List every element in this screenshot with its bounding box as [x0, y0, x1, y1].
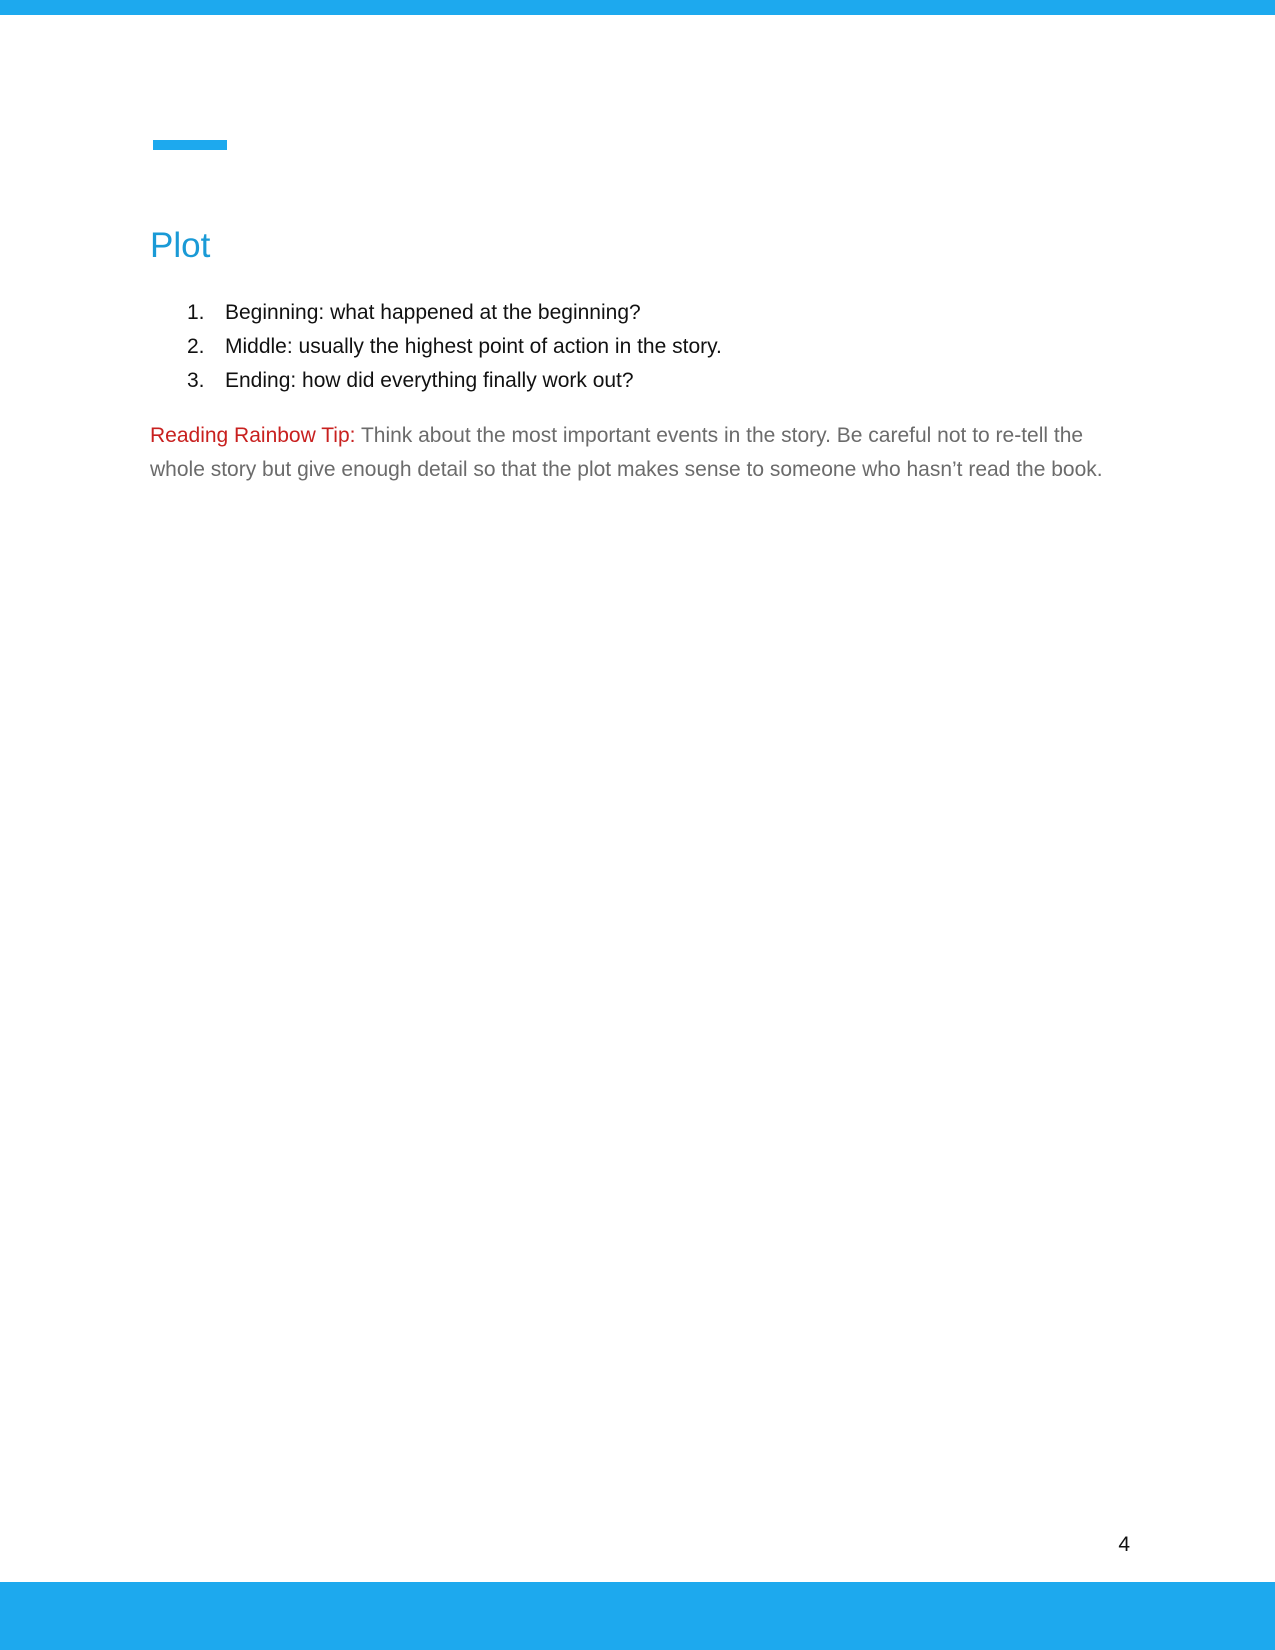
list-item: [150, 296, 1130, 330]
list-item: [150, 330, 1130, 364]
header-band: [0, 0, 1275, 15]
tip-label: Reading Rainbow Tip:: [150, 424, 356, 447]
tip-text: Think about the most important events in the story. Be careful not to re-tell the whole story but give enough detail so that the plot makes sense to someone who hasn’t read the book.: [150, 424, 1103, 481]
list-item-text: Middle: usually the highest point of action in the story.: [225, 335, 722, 358]
list-item-text: Beginning: what happened at the beginning?: [225, 301, 641, 324]
list-item-number: 3.: [187, 369, 205, 392]
page-number: 4: [1118, 1533, 1130, 1556]
plot-steps-list: [150, 296, 1130, 398]
page-title: Plot: [150, 226, 211, 265]
list-item: [150, 364, 1130, 398]
footer-band: [0, 1582, 1275, 1650]
reading-tip: [150, 419, 1132, 487]
list-item-number: 2.: [187, 335, 205, 358]
list-item-number: 1.: [187, 301, 205, 324]
list-item-text: Ending: how did everything finally work out?: [225, 369, 634, 392]
section-accent-rule: [153, 140, 227, 150]
